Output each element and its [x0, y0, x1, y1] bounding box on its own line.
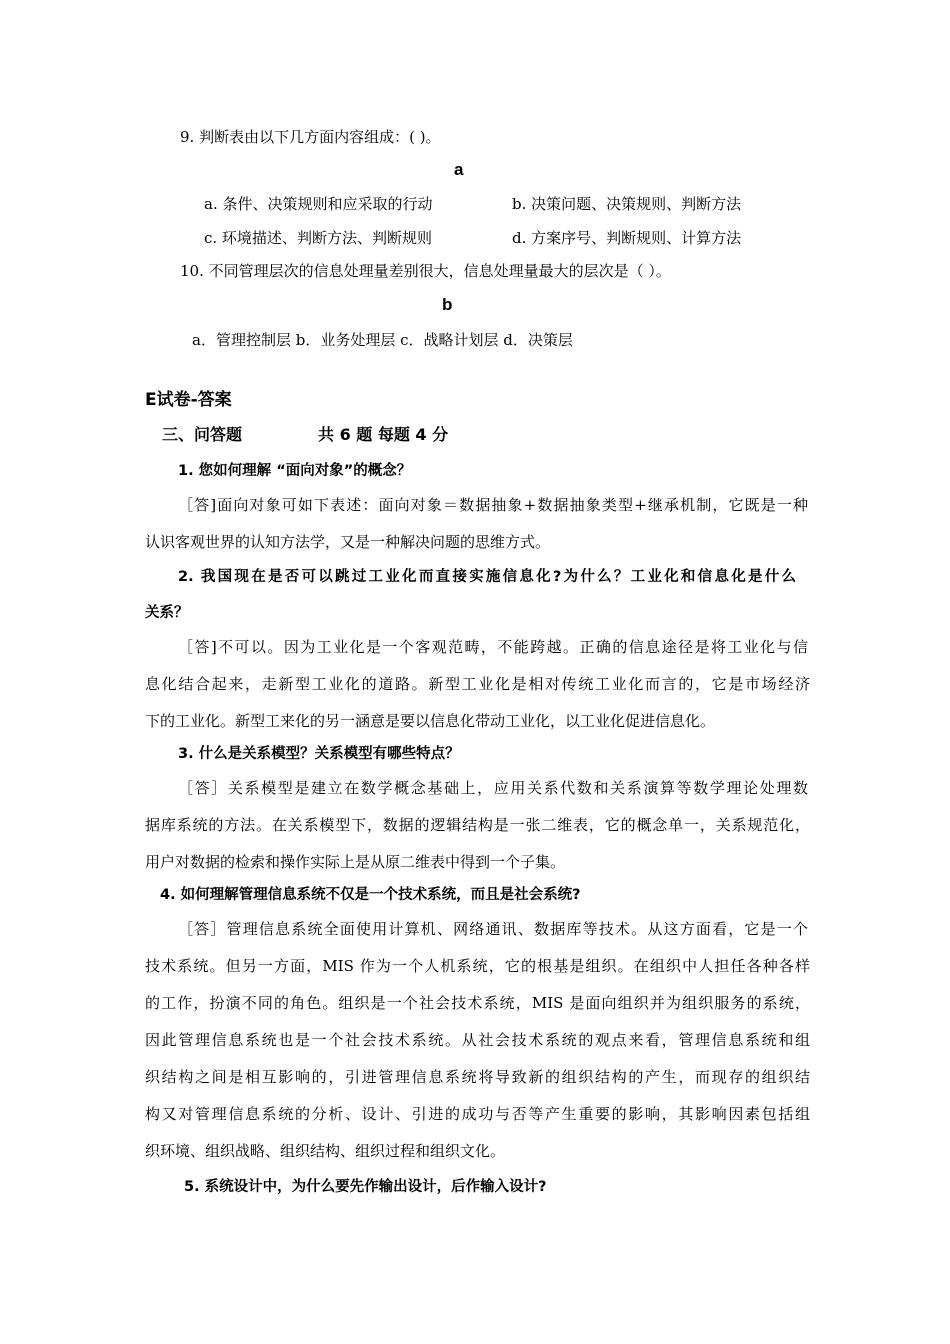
qa-4-answer-line: 因此管理信息系统也是一个社会技术系统。从社会技术系统的观点来看，管理信息系统和组 [145, 1031, 810, 1049]
q10-options: a．管理控制层 b．业务处理层 c．战略计划层 d．决策层 [192, 331, 573, 349]
qa-3-answer-line: 用户对数据的检索和操作实际上是从原二维表中得到一个子集。 [145, 853, 566, 871]
q9-stem: 9. 判断表由以下几方面内容组成：( )。 [180, 128, 441, 146]
part-info: 共 6 题 每题 4 分 [318, 425, 449, 444]
q9-option-d: d. 方案序号、判断规则、计算方法 [512, 229, 742, 247]
qa-4-answer-line: 技术系统。但另一方面，MIS 作为一个人机系统，它的根基是组织。在组织中人担任各种各样 [145, 957, 810, 975]
qa-3-answer-line: 据库系统的方法。在关系模型下，数据的逻辑结构是一张二维表，它的概念单一，关系规范化， [145, 816, 810, 834]
q10-stem: 10. 不同管理层次的信息处理量差别很大，信息处理量最大的层次是（ ）。 [180, 262, 671, 280]
qa-4-answer-line: 构又对管理信息系统的分析、设计、引进的成功与否等产生重要的影响，其影响因素包括组 [145, 1105, 810, 1123]
qa-5-question: 5. 系统设计中，为什么要先作输出设计，后作输入设计? [184, 1179, 547, 1195]
q9-answer: a [454, 160, 464, 179]
qa-2-answer-line: 息化结合起来，走新型工业化的道路。新型工业化是相对传统工业化而言的，它是市场经济 [145, 675, 810, 693]
qa-4-answer-line: 的工作，扮演不同的角色。组织是一个社会技术系统，MIS 是面向组织并为组织服务的系统， [145, 994, 810, 1012]
qa-2-answer-line: 下的工业化。新型工来化的另一涵意是要以信息化带动工业化，以工业化促进信息化。 [145, 712, 716, 730]
qa-1-question: 1. 您如何理解 “面向对象”的概念？ [178, 463, 412, 479]
qa-4-answer-line: 织环境、组织战略、组织结构、组织过程和组织文化。 [145, 1142, 506, 1160]
qa-2-answer-line: ［答]不可以。因为工业化是一个客观范畴，不能跨越。正确的信息途径是将工业化与信 [178, 638, 808, 656]
qa-1-answer-line: ［答]面向对象可如下表述：面向对象＝数据抽象+数据抽象类型+继承机制，它既是一种 [178, 496, 808, 514]
q9-option-a: a. 条件、决策规则和应采取的行动 [204, 195, 433, 213]
section-title: E试卷-答案 [145, 390, 232, 410]
qa-4-answer-line: 织结构之间是相互影响的，引进管理信息系统将导致新的组织结构的产生，而现存的组织结 [145, 1068, 810, 1086]
qa-4-answer-line: ［答］管理信息系统全面使用计算机、网络通讯、数据库等技术。从这方面看，它是一个 [178, 920, 808, 938]
qa-1-answer-line: 认识客观世界的认知方法学，又是一种解决问题的思维方式。 [145, 533, 551, 551]
qa-3-question: 3. 什么是关系模型？关系模型有哪些特点？ [178, 746, 460, 762]
qa-2-question-line: 关系？ [145, 605, 189, 621]
qa-2-question-line: 2. 我国现在是否可以跳过工业化而直接实施信息化?为什么？工业化和信息化是什么 [178, 569, 796, 585]
q9-option-b: b. 决策问题、决策规则、判断方法 [512, 195, 742, 213]
qa-3-answer-line: ［答］关系模型是建立在数学概念基础上，应用关系代数和关系演算等数学理论处理数 [178, 779, 808, 797]
part-heading: 三、问答题 [162, 425, 243, 444]
q9-option-c: c. 环境描述、判断方法、判断规则 [204, 229, 432, 247]
qa-4-question: 4. 如何理解管理信息系统不仅是一个技术系统，而且是社会系统? [160, 887, 581, 903]
q10-answer: b [442, 295, 453, 314]
